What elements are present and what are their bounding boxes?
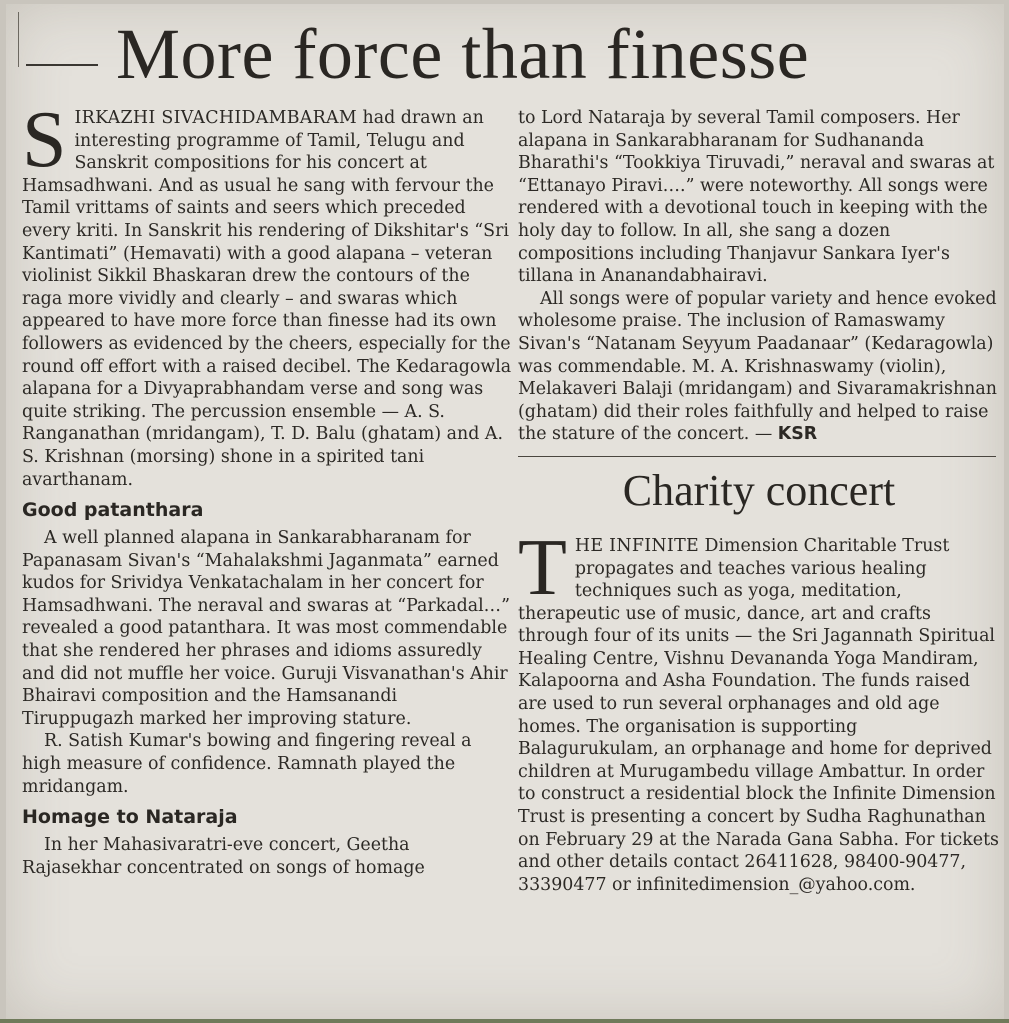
article-para-1-text: had drawn an interesting programme of Tamil, Telugu and Sanskrit compositions for his concert at Hamsadhwani. And as usual he sang with fervour the Tamil vrittams of saints and seers which preceded every kriti. In Sanskrit his rendering of Dikshitar's “Sri Kantimati” (Hemavati) with a good alapana – veteran violinist Sikkil Bhaskaran drew the contours of the raga more vividly and clearly – and swaras which appeared to have more force than finesse had its own followers as evidenced by the cheers, especially for the round off effort with a raised decibel. The Kedaragowla alapana for a Divyaprabhandam verse and song was quite striking. The percussion ensemble — A. S. Ranganathan (mridangam), T. D. Balu (ghatam) and A. S. Krishnan (morsing) shone in a spirited tani avarthanam. xyxy=(22,108,512,490)
article-para-1 xyxy=(22,96,512,491)
headline-rule xyxy=(26,64,98,66)
drop-cap: S xyxy=(22,96,67,184)
section-divider xyxy=(518,456,996,457)
newspaper-clipping xyxy=(6,4,1004,1019)
bottom-edge xyxy=(0,1019,1009,1023)
charity-para-text: Dimension Charitable Trust propagates and teaches various healing techniques such as yoga, meditation, therapeutic use of music, dance, art and crafts through four of its units — the Sri Jagannath Spiritual Healing Centre, Vishnu Devananda Yoga Mandiram, Kalapoorna and Asha Foundation. The funds raised are used to run several orphanages and old age homes. The organisation is supporting Balagurukulam, an orphanage and home for deprived children at Murugambedu village Ambattur. In order to construct a residential block the Infinite Dimension Trust is presenting a concert by Sudha Raghunathan on February 29 at the Narada Gana Sabha. For tickets and other details contact 26411628, 98400-90477, 33390477 or infinitedimension_@yahoo.com. xyxy=(518,535,999,895)
subhead-homage-nataraja: Homage to Nataraja xyxy=(22,806,238,829)
left-column xyxy=(22,96,512,879)
charity-drop-cap: T xyxy=(518,523,567,612)
article-para-5: to Lord Nataraja by several Tamil composers. Her alapana in Sankarabharanam for Sudhananda Bharathi's “Tookkiya Tiruvadi,” neraval and swaras at “Ettanayo Piravi….” were noteworthy. All songs were rendered with a devotional touch in keeping with the holy day to follow. In all, she sang a dozen compositions including Thanjavur Sankara Iyer's tillana in Ananandabhairavi. xyxy=(518,108,995,287)
byline: KSR xyxy=(777,424,818,445)
article-para-4: In her Mahasivaratri-eve concert, Geetha Rajasekhar concentrated on songs of homage xyxy=(22,835,425,878)
lead-caps: IRKAZHI SIVACHIDAMBARAM xyxy=(74,108,358,128)
charity-para xyxy=(518,523,1000,897)
article-para-2: A well planned alapana in Sankarabharanam for Papanasam Sivan's “Mahalakshmi Jaganmata” earned kudos for Srividya Venkatachalam in her concert for Hamsadhwani. The neraval and swaras at “Parkadal…” revealed a good patanthara. It was most commendable that she rendered her phrases and idioms assuredly and did not muffle her voice. Guruji Visvanathan's Ahir Bhairavi composition and the Hamsanandi Tiruppugazh marked her improving stature. xyxy=(22,528,510,729)
subhead-good-patanthara: Good patanthara xyxy=(22,499,204,522)
charity-lead-caps: HE INFINITE xyxy=(574,535,699,556)
article-para-6-text: All songs were of popular variety and hence evoked wholesome praise. The inclusion of Ramaswamy Sivan's “Natanam Seyyum Paadanaar” (Kedaragowla) was commendable. M. A. Krishnaswamy (violin), Melakaveri Balaji (mridangam) and Sivaramakrishnan (ghatam) did their roles faithfully and helped to raise the stature of the concert. — xyxy=(518,288,997,445)
right-column xyxy=(518,107,1000,896)
article-headline: More force than finesse xyxy=(116,14,810,94)
column-rule xyxy=(18,12,19,67)
article-para-3: R. Satish Kumar's bowing and fingering reveal a high measure of confidence. Ramnath played the mridangam. xyxy=(22,731,472,797)
charity-headline: Charity concert xyxy=(622,465,896,515)
article-para-6 xyxy=(518,288,1000,446)
